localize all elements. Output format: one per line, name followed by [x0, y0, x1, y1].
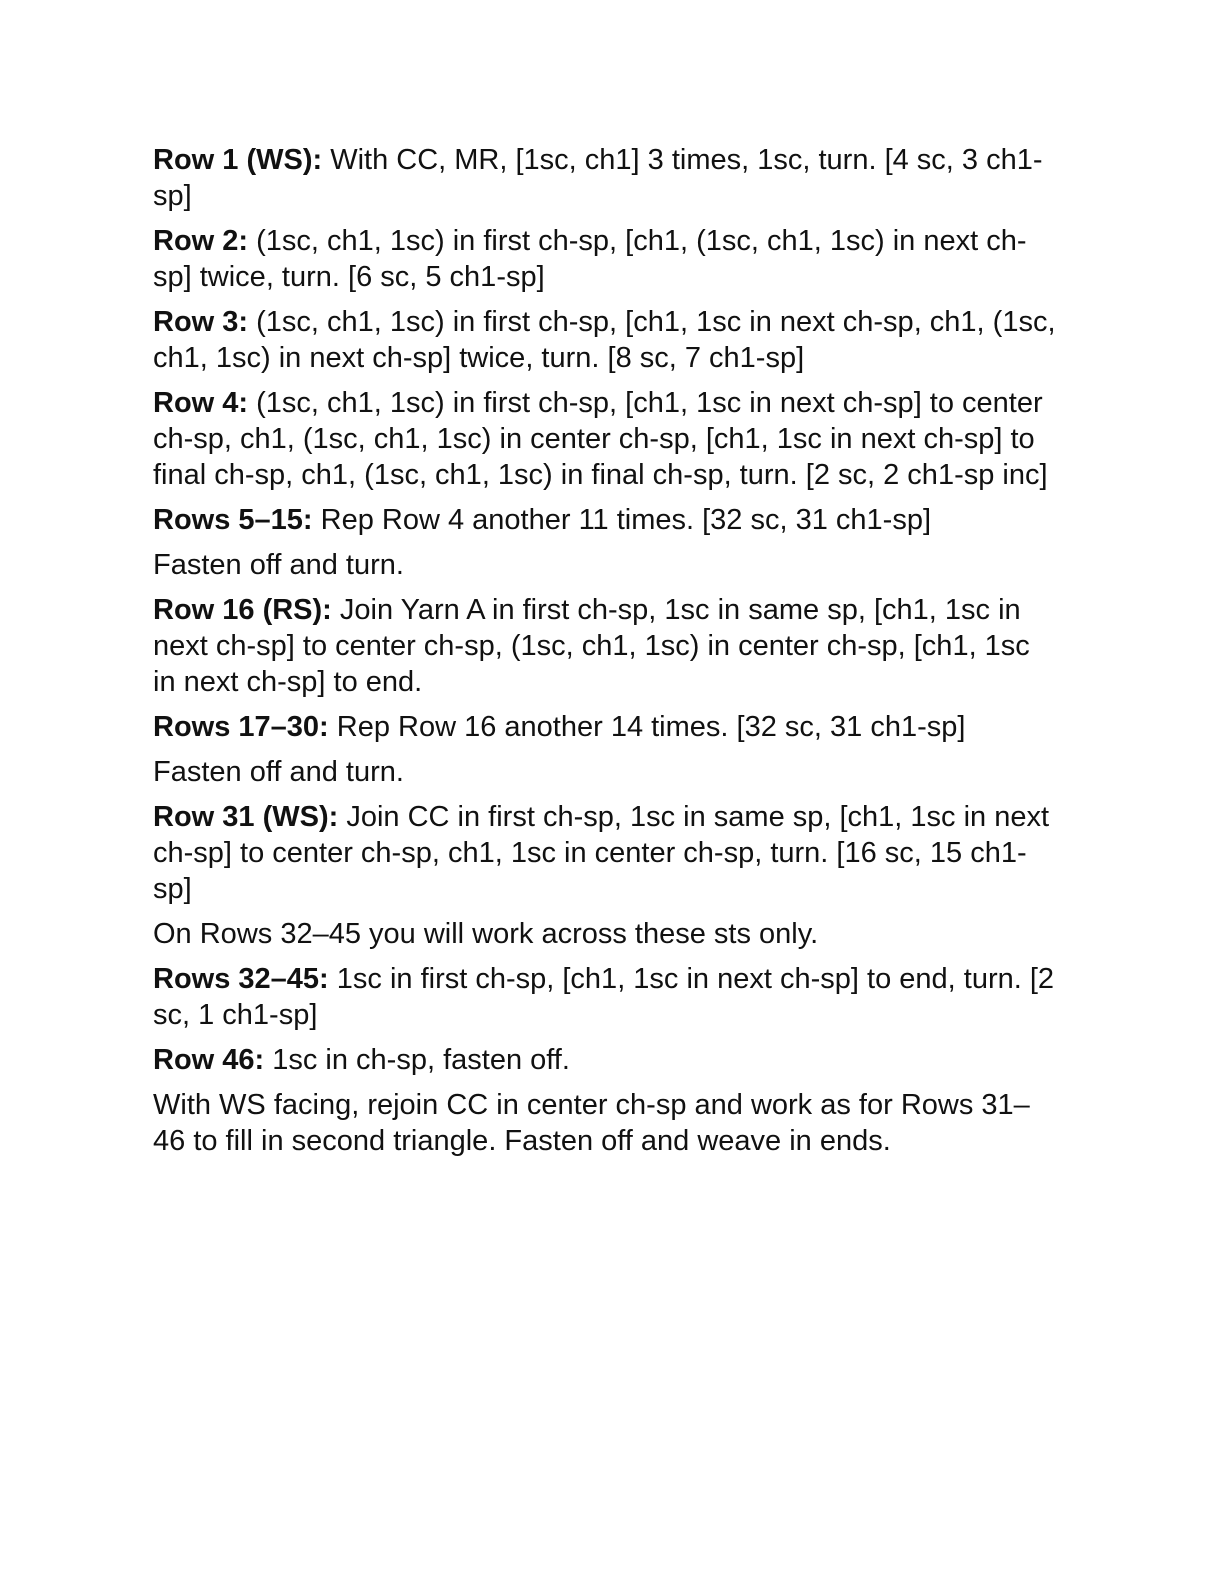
- row-2-paragraph: [153, 223, 1058, 295]
- note-text: Fasten off and turn.: [153, 756, 404, 788]
- rows-17-30-paragraph: [153, 709, 1058, 745]
- row-label: Row 1 (WS):: [153, 144, 323, 176]
- rows-32-45-note: [153, 916, 1058, 952]
- row-text: With CC, MR, [1sc, ch1] 3 times, 1sc, turn. [4 sc, 3 ch1-sp]: [153, 144, 1043, 212]
- row-text: Rep Row 4 another 11 times. [32 sc, 31 ch1-sp]: [312, 504, 932, 536]
- row-text: (1sc, ch1, 1sc) in first ch-sp, [ch1, 1sc in next ch-sp] to center ch-sp, ch1, (1sc, ch1, 1sc) in center ch-sp, [ch1, 1sc in next ch-sp] to final ch-sp, ch1, (1sc, ch1, 1sc) in final ch-sp, turn. [2 sc, 2 ch1-sp inc]: [153, 387, 1048, 491]
- row-label: Row 46:: [153, 1044, 265, 1076]
- row-text: (1sc, ch1, 1sc) in first ch-sp, [ch1, 1sc in next ch-sp, ch1, (1sc, ch1, 1sc) in next ch-sp] twice, turn. [8 sc, 7 ch1-sp]: [153, 306, 1056, 374]
- row-label: Row 2:: [153, 225, 249, 257]
- row-label: Rows 17–30:: [153, 711, 329, 743]
- row-label: Rows 32–45:: [153, 963, 329, 995]
- note-text: On Rows 32–45 you will work across these sts only.: [153, 918, 819, 950]
- row-3-paragraph: [153, 304, 1058, 376]
- row-4-paragraph: [153, 385, 1058, 493]
- row-label: Row 4:: [153, 387, 249, 419]
- fasten-off-note: [153, 754, 1058, 790]
- row-text: 1sc in ch-sp, fasten off.: [264, 1044, 570, 1076]
- row-label: Rows 5–15:: [153, 504, 313, 536]
- row-label: Row 16 (RS):: [153, 594, 332, 626]
- fasten-off-note: [153, 547, 1058, 583]
- row-text: Join Yarn A in first ch-sp, 1sc in same sp, [ch1, 1sc in next ch-sp] to center ch-sp, (1sc, ch1, 1sc) in center ch-sp, [ch1, 1sc in next ch-sp] to end.: [153, 594, 1030, 698]
- row-46-paragraph: [153, 1042, 1058, 1078]
- row-16-paragraph: [153, 592, 1058, 700]
- finishing-note: [153, 1087, 1058, 1159]
- row-31-paragraph: [153, 799, 1058, 907]
- row-text: Rep Row 16 another 14 times. [32 sc, 31 ch1-sp]: [328, 711, 966, 743]
- note-text: With WS facing, rejoin CC in center ch-sp and work as for Rows 31–46 to fill in second triangle. Fasten off and weave in ends.: [153, 1089, 1030, 1157]
- rows-5-15-paragraph: [153, 502, 1058, 538]
- row-label: Row 31 (WS):: [153, 801, 339, 833]
- row-1-paragraph: [153, 142, 1058, 214]
- pattern-instructions: [153, 142, 1058, 1168]
- row-label: Row 3:: [153, 306, 249, 338]
- row-text: Join CC in first ch-sp, 1sc in same sp, [ch1, 1sc in next ch-sp] to center ch-sp, ch1, 1sc in center ch-sp, turn. [16 sc, 15 ch1-sp]: [153, 801, 1050, 905]
- row-text: 1sc in first ch-sp, [ch1, 1sc in next ch-sp] to end, turn. [2 sc, 1 ch1-sp]: [153, 963, 1055, 1031]
- note-text: Fasten off and turn.: [153, 549, 404, 581]
- row-text: (1sc, ch1, 1sc) in first ch-sp, [ch1, (1sc, ch1, 1sc) in next ch-sp] twice, turn. [6 sc, 5 ch1-sp]: [153, 225, 1027, 293]
- rows-32-45-paragraph: [153, 961, 1058, 1033]
